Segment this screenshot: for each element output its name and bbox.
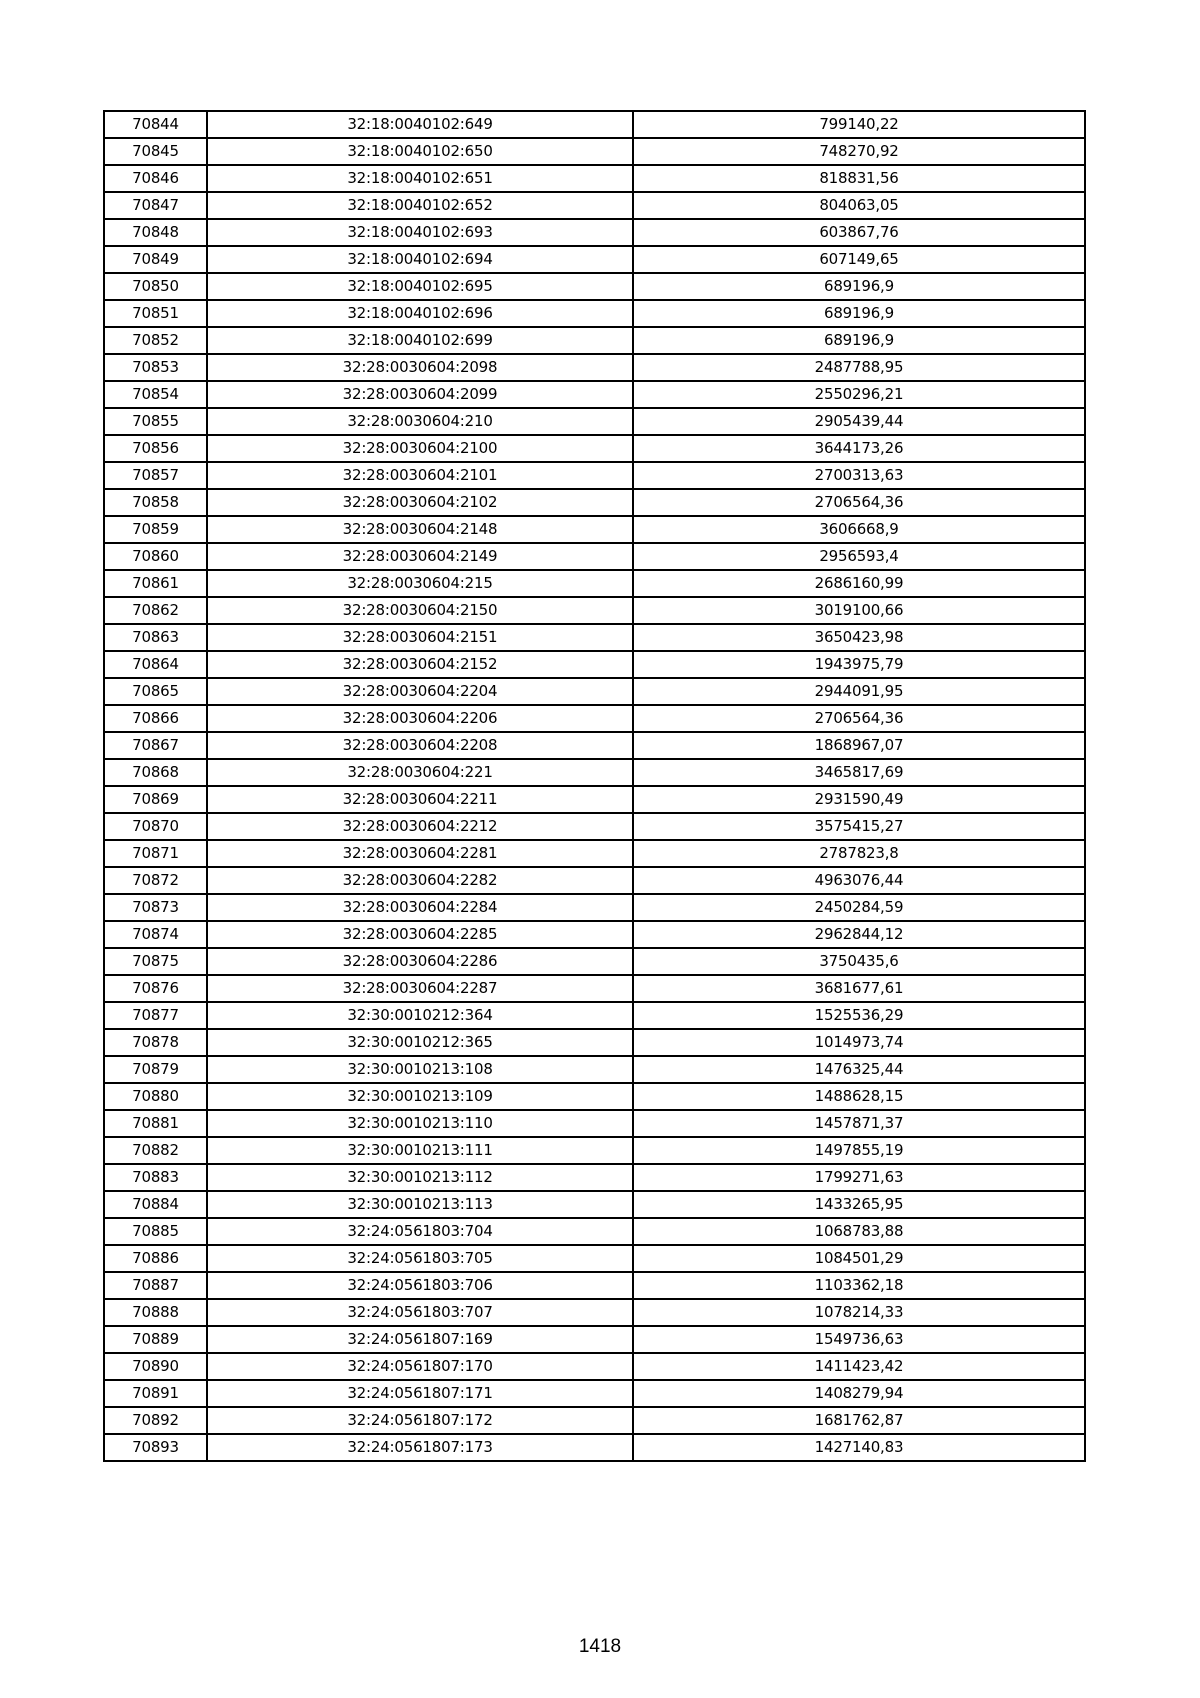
table-row (104, 1191, 1085, 1218)
row-number-cell: 70850 (104, 273, 207, 300)
value-cell: 3644173,26 (633, 435, 1085, 462)
table-row (104, 948, 1085, 975)
cadastral-number-cell: 32:30:0010213:112 (207, 1164, 633, 1191)
row-number-cell: 70881 (104, 1110, 207, 1137)
table-row (104, 354, 1085, 381)
table-row (104, 678, 1085, 705)
cadastral-number-cell: 32:18:0040102:693 (207, 219, 633, 246)
page-number: 1418 (578, 1636, 622, 1657)
table-row (104, 1164, 1085, 1191)
value-cell: 2700313,63 (633, 462, 1085, 489)
row-number-cell: 70871 (104, 840, 207, 867)
value-cell: 748270,92 (633, 138, 1085, 165)
cadastral-number-cell: 32:28:0030604:2100 (207, 435, 633, 462)
cadastral-number-cell: 32:28:0030604:2211 (207, 786, 633, 813)
row-number-cell: 70853 (104, 354, 207, 381)
value-cell: 3606668,9 (633, 516, 1085, 543)
value-cell: 1681762,87 (633, 1407, 1085, 1434)
cadastral-number-cell: 32:24:0561807:170 (207, 1353, 633, 1380)
cadastral-number-cell: 32:18:0040102:695 (207, 273, 633, 300)
table-row (104, 1245, 1085, 1272)
value-cell: 799140,22 (633, 111, 1085, 138)
table-row (104, 1326, 1085, 1353)
table-row (104, 273, 1085, 300)
cadastral-number-cell: 32:28:0030604:210 (207, 408, 633, 435)
table-row (104, 840, 1085, 867)
cadastral-number-cell: 32:18:0040102:699 (207, 327, 633, 354)
cadastral-number-cell: 32:28:0030604:221 (207, 759, 633, 786)
table-row (104, 597, 1085, 624)
value-cell: 1084501,29 (633, 1245, 1085, 1272)
value-cell: 2706564,36 (633, 705, 1085, 732)
row-number-cell: 70865 (104, 678, 207, 705)
row-number-cell: 70886 (104, 1245, 207, 1272)
table-row (104, 1218, 1085, 1245)
row-number-cell: 70874 (104, 921, 207, 948)
row-number-cell: 70862 (104, 597, 207, 624)
cadastral-number-cell: 32:18:0040102:696 (207, 300, 633, 327)
cadastral-number-cell: 32:28:0030604:2152 (207, 651, 633, 678)
cadastral-number-cell: 32:18:0040102:650 (207, 138, 633, 165)
value-cell: 1014973,74 (633, 1029, 1085, 1056)
value-cell: 2550296,21 (633, 381, 1085, 408)
value-cell: 689196,9 (633, 273, 1085, 300)
table-row (104, 1137, 1085, 1164)
row-number-cell: 70888 (104, 1299, 207, 1326)
cadastral-number-cell: 32:28:0030604:2150 (207, 597, 633, 624)
cadastral-number-cell: 32:24:0561807:173 (207, 1434, 633, 1461)
table-row (104, 300, 1085, 327)
table-row (104, 1434, 1085, 1461)
cadastral-number-cell: 32:30:0010213:108 (207, 1056, 633, 1083)
table-row (104, 516, 1085, 543)
row-number-cell: 70866 (104, 705, 207, 732)
value-cell: 2487788,95 (633, 354, 1085, 381)
cadastral-number-cell: 32:24:0561803:706 (207, 1272, 633, 1299)
cadastral-number-cell: 32:30:0010213:109 (207, 1083, 633, 1110)
cadastral-number-cell: 32:30:0010212:364 (207, 1002, 633, 1029)
row-number-cell: 70848 (104, 219, 207, 246)
table-row (104, 570, 1085, 597)
cadastral-number-cell: 32:28:0030604:2099 (207, 381, 633, 408)
row-number-cell: 70870 (104, 813, 207, 840)
cadastral-number-cell: 32:24:0561803:704 (207, 1218, 633, 1245)
row-number-cell: 70863 (104, 624, 207, 651)
table-row (104, 489, 1085, 516)
value-cell: 607149,65 (633, 246, 1085, 273)
value-cell: 818831,56 (633, 165, 1085, 192)
row-number-cell: 70887 (104, 1272, 207, 1299)
table-row (104, 1056, 1085, 1083)
table-row (104, 705, 1085, 732)
table-row (104, 651, 1085, 678)
cadastral-number-cell: 32:28:0030604:2098 (207, 354, 633, 381)
table-row (104, 165, 1085, 192)
value-cell: 3750435,6 (633, 948, 1085, 975)
table-row (104, 462, 1085, 489)
table-row (104, 894, 1085, 921)
row-number-cell: 70844 (104, 111, 207, 138)
row-number-cell: 70860 (104, 543, 207, 570)
table-row (104, 921, 1085, 948)
cadastral-number-cell: 32:18:0040102:651 (207, 165, 633, 192)
value-cell: 2905439,44 (633, 408, 1085, 435)
value-cell: 3575415,27 (633, 813, 1085, 840)
row-number-cell: 70857 (104, 462, 207, 489)
value-cell: 2706564,36 (633, 489, 1085, 516)
row-number-cell: 70872 (104, 867, 207, 894)
table-row (104, 111, 1085, 138)
cadastral-number-cell: 32:28:0030604:2206 (207, 705, 633, 732)
cadastral-number-cell: 32:28:0030604:2282 (207, 867, 633, 894)
table-row (104, 867, 1085, 894)
row-number-cell: 70882 (104, 1137, 207, 1164)
value-cell: 2944091,95 (633, 678, 1085, 705)
value-cell: 3465817,69 (633, 759, 1085, 786)
row-number-cell: 70856 (104, 435, 207, 462)
row-number-cell: 70891 (104, 1380, 207, 1407)
row-number-cell: 70847 (104, 192, 207, 219)
table-row (104, 759, 1085, 786)
row-number-cell: 70854 (104, 381, 207, 408)
cadastral-number-cell: 32:28:0030604:215 (207, 570, 633, 597)
cadastral-number-cell: 32:18:0040102:649 (207, 111, 633, 138)
table-row (104, 435, 1085, 462)
cadastral-number-cell: 32:24:0561807:172 (207, 1407, 633, 1434)
table-row (104, 219, 1085, 246)
table-row (104, 408, 1085, 435)
value-cell: 689196,9 (633, 300, 1085, 327)
cadastral-number-cell: 32:30:0010212:365 (207, 1029, 633, 1056)
value-cell: 1427140,83 (633, 1434, 1085, 1461)
value-cell: 1103362,18 (633, 1272, 1085, 1299)
value-cell: 1457871,37 (633, 1110, 1085, 1137)
cadastral-number-cell: 32:30:0010213:111 (207, 1137, 633, 1164)
table-row (104, 327, 1085, 354)
row-number-cell: 70890 (104, 1353, 207, 1380)
table-row (104, 732, 1085, 759)
value-cell: 1799271,63 (633, 1164, 1085, 1191)
value-cell: 1433265,95 (633, 1191, 1085, 1218)
row-number-cell: 70869 (104, 786, 207, 813)
cadastral-number-cell: 32:30:0010213:110 (207, 1110, 633, 1137)
value-cell: 804063,05 (633, 192, 1085, 219)
value-cell: 2956593,4 (633, 543, 1085, 570)
cadastral-number-cell: 32:28:0030604:2148 (207, 516, 633, 543)
cadastral-number-cell: 32:28:0030604:2208 (207, 732, 633, 759)
cadastral-number-cell: 32:28:0030604:2204 (207, 678, 633, 705)
value-cell: 2450284,59 (633, 894, 1085, 921)
cadastral-number-cell: 32:24:0561807:169 (207, 1326, 633, 1353)
row-number-cell: 70873 (104, 894, 207, 921)
registry-table-body (104, 111, 1085, 1461)
cadastral-number-cell: 32:18:0040102:694 (207, 246, 633, 273)
cadastral-number-cell: 32:28:0030604:2286 (207, 948, 633, 975)
value-cell: 2962844,12 (633, 921, 1085, 948)
cadastral-number-cell: 32:24:0561803:705 (207, 1245, 633, 1272)
row-number-cell: 70859 (104, 516, 207, 543)
cadastral-number-cell: 32:28:0030604:2102 (207, 489, 633, 516)
table-row (104, 246, 1085, 273)
row-number-cell: 70851 (104, 300, 207, 327)
value-cell: 1868967,07 (633, 732, 1085, 759)
value-cell: 3650423,98 (633, 624, 1085, 651)
cadastral-number-cell: 32:28:0030604:2285 (207, 921, 633, 948)
table-row (104, 1353, 1085, 1380)
table-row (104, 1083, 1085, 1110)
value-cell: 2686160,99 (633, 570, 1085, 597)
cadastral-number-cell: 32:28:0030604:2284 (207, 894, 633, 921)
cadastral-number-cell: 32:28:0030604:2287 (207, 975, 633, 1002)
table-row (104, 1407, 1085, 1434)
row-number-cell: 70889 (104, 1326, 207, 1353)
value-cell: 1943975,79 (633, 651, 1085, 678)
row-number-cell: 70893 (104, 1434, 207, 1461)
row-number-cell: 70858 (104, 489, 207, 516)
cadastral-number-cell: 32:18:0040102:652 (207, 192, 633, 219)
row-number-cell: 70877 (104, 1002, 207, 1029)
table-row (104, 543, 1085, 570)
value-cell: 3019100,66 (633, 597, 1085, 624)
cadastral-number-cell: 32:28:0030604:2281 (207, 840, 633, 867)
row-number-cell: 70855 (104, 408, 207, 435)
table-row (104, 624, 1085, 651)
row-number-cell: 70875 (104, 948, 207, 975)
row-number-cell: 70876 (104, 975, 207, 1002)
table-row (104, 1272, 1085, 1299)
value-cell: 3681677,61 (633, 975, 1085, 1002)
cadastral-number-cell: 32:30:0010213:113 (207, 1191, 633, 1218)
value-cell: 1068783,88 (633, 1218, 1085, 1245)
row-number-cell: 70845 (104, 138, 207, 165)
value-cell: 1525536,29 (633, 1002, 1085, 1029)
value-cell: 2787823,8 (633, 840, 1085, 867)
table-row (104, 1002, 1085, 1029)
table-row (104, 1029, 1085, 1056)
value-cell: 603867,76 (633, 219, 1085, 246)
value-cell: 2931590,49 (633, 786, 1085, 813)
row-number-cell: 70884 (104, 1191, 207, 1218)
table-row (104, 381, 1085, 408)
row-number-cell: 70867 (104, 732, 207, 759)
cadastral-number-cell: 32:28:0030604:2101 (207, 462, 633, 489)
cadastral-number-cell: 32:28:0030604:2212 (207, 813, 633, 840)
cadastral-number-cell: 32:28:0030604:2151 (207, 624, 633, 651)
value-cell: 1078214,33 (633, 1299, 1085, 1326)
row-number-cell: 70885 (104, 1218, 207, 1245)
row-number-cell: 70868 (104, 759, 207, 786)
value-cell: 1408279,94 (633, 1380, 1085, 1407)
table-row (104, 786, 1085, 813)
table-row (104, 813, 1085, 840)
registry-table (103, 110, 1086, 1462)
table-row (104, 1299, 1085, 1326)
table-row (104, 1380, 1085, 1407)
table-row (104, 192, 1085, 219)
row-number-cell: 70879 (104, 1056, 207, 1083)
value-cell: 1497855,19 (633, 1137, 1085, 1164)
value-cell: 4963076,44 (633, 867, 1085, 894)
cadastral-number-cell: 32:24:0561803:707 (207, 1299, 633, 1326)
value-cell: 1488628,15 (633, 1083, 1085, 1110)
value-cell: 1476325,44 (633, 1056, 1085, 1083)
value-cell: 1549736,63 (633, 1326, 1085, 1353)
cadastral-number-cell: 32:24:0561807:171 (207, 1380, 633, 1407)
row-number-cell: 70852 (104, 327, 207, 354)
row-number-cell: 70849 (104, 246, 207, 273)
cadastral-number-cell: 32:28:0030604:2149 (207, 543, 633, 570)
row-number-cell: 70878 (104, 1029, 207, 1056)
value-cell: 689196,9 (633, 327, 1085, 354)
table-row (104, 1110, 1085, 1137)
value-cell: 1411423,42 (633, 1353, 1085, 1380)
row-number-cell: 70846 (104, 165, 207, 192)
row-number-cell: 70861 (104, 570, 207, 597)
table-row (104, 975, 1085, 1002)
row-number-cell: 70864 (104, 651, 207, 678)
row-number-cell: 70880 (104, 1083, 207, 1110)
table-row (104, 138, 1085, 165)
row-number-cell: 70883 (104, 1164, 207, 1191)
row-number-cell: 70892 (104, 1407, 207, 1434)
